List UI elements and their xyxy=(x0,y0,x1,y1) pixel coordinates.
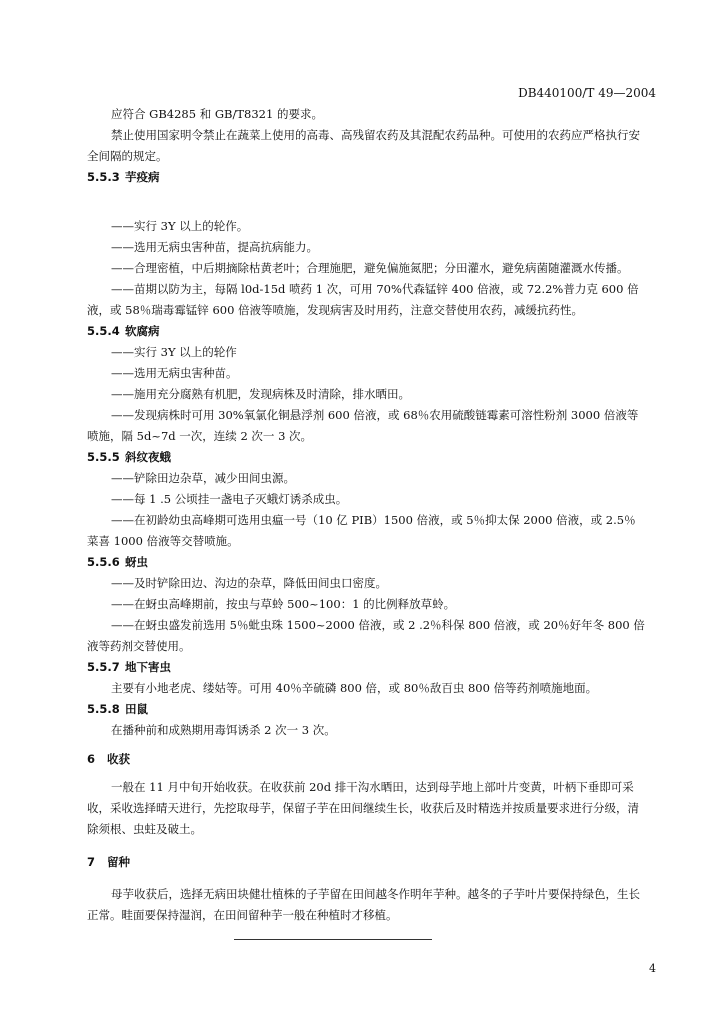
section-7-heading xyxy=(87,851,647,873)
paragraph-2: 禁止使用国家明令禁止在蔬菜上使用的高毒、高残留农药及其混配农药品种。可使用的农药应严格执行安全间隔的规定。 xyxy=(87,128,640,163)
section-6-heading xyxy=(87,748,647,770)
section-number: 5.5.6 xyxy=(87,555,120,569)
section-title: 留种 xyxy=(107,855,130,869)
section-5-5-5-heading xyxy=(87,447,647,468)
section-number: 5.5.3 xyxy=(87,170,120,184)
document-code: DB440100/T 49—2004 xyxy=(518,86,656,100)
spacer xyxy=(87,741,647,748)
paragraph-1: 应符合 GB4285 和 GB/T8321 的要求。 xyxy=(111,107,323,121)
paragraph-7: ——实行 3Y 以上的轮作 xyxy=(111,345,237,359)
section-5-5-6-heading xyxy=(87,552,647,573)
paragraph-13: ——在初龄幼虫高峰期可选用虫瘟一号（10 亿 PIB）1500 倍液，或 5％抑太保 2000 倍液，或 2.5％菜喜 1000 倍液等交替喷施。 xyxy=(87,513,636,548)
section-number: 5.5.4 xyxy=(87,324,120,338)
page-number: 4 xyxy=(649,962,656,975)
spacer xyxy=(87,770,647,777)
section-title: 田鼠 xyxy=(125,702,148,716)
section-title: 地下害虫 xyxy=(125,660,171,674)
paragraph-18: 在播种前和成熟期用毒饵诱杀 2 次一 3 次。 xyxy=(111,723,336,737)
section-number: 5.5.7 xyxy=(87,660,120,674)
paragraph-19: 一般在 11 月中旬开始收获。在收获前 20d 排干沟水晒田，达到母芋地上部叶片变黄，叶柄下垂即可采收，采收选择晴天进行，先挖取母芋，保留子芋在田间继续生长，收获后及时精选并按质量要求进行分级，清除须根、虫蛀及破土。 xyxy=(87,780,639,836)
spacer xyxy=(87,873,647,884)
paragraph-12: ——每 1 .5 公顷挂一盏电子灭蛾灯诱杀成虫。 xyxy=(111,492,348,506)
section-number: 6 xyxy=(87,752,96,766)
paragraph-14: ——及时铲除田边、沟边的杂草，降低田间虫口密度。 xyxy=(111,576,387,590)
section-title: 斜纹夜蛾 xyxy=(125,450,171,464)
paragraph-10: ——发现病株时可用 30%氧氯化铜悬浮剂 600 倍液，或 68％农用硫酸链霉素可溶性粉剂 3000 倍液等喷施，隔 5d~7d 一次，连续 2 次一 3 次。 xyxy=(87,408,639,443)
spacer xyxy=(87,840,647,851)
paragraph-8: ——选用无病虫害种苗。 xyxy=(111,366,238,380)
section-title: 软腐病 xyxy=(125,324,160,338)
paragraph-6: ——苗期以防为主，每隔 l0d-15d 喷药 1 次，可用 70%代森锰锌 400 倍液，或 72.2%普力克 600 倍液，或 58％瑞毒霉锰锌 600 倍液等喷施，发现病害及时用药，注意交替使用农药，减缓抗药性。 xyxy=(87,282,639,317)
section-title: 芋疫病 xyxy=(125,170,160,184)
footnote-divider xyxy=(234,939,432,940)
section-number: 7 xyxy=(87,855,96,869)
section-5-5-7-heading xyxy=(87,657,647,678)
section-5-5-3-heading xyxy=(87,167,647,188)
section-title: 收获 xyxy=(107,752,130,766)
paragraph-17: 主要有小地老虎、缕姑等。可用 40％辛硫磷 800 倍，或 80％敌百虫 800 倍等药剂喷施地面。 xyxy=(111,681,598,695)
paragraph-20: 母芋收获后，选择无病田块健壮植株的子芋留在田间越冬作明年芋种。越冬的子芋叶片要保持绿色，生长正常。畦面要保持湿润，在田间留种芋一般在种植时才移植。 xyxy=(87,887,640,922)
paragraph-5: ——合理密植，中后期摘除枯黄老叶；合理施肥，避免偏施氮肥；分田灌水，避免病菌随灌溉水传播。 xyxy=(111,261,629,275)
document-body xyxy=(87,104,647,926)
section-title: 蚜虫 xyxy=(125,555,148,569)
section-5-5-4-heading xyxy=(87,321,647,342)
section-5-5-8-heading xyxy=(87,699,647,720)
section-number: 5.5.5 xyxy=(87,450,120,464)
section-number: 5.5.8 xyxy=(87,702,120,716)
paragraph-15: ——在蚜虫高峰期前，按虫与草蛉 500~100：1 的比例释放草蛉。 xyxy=(111,597,456,611)
spacer xyxy=(87,188,647,216)
paragraph-3: ——实行 3Y 以上的轮作。 xyxy=(111,219,249,233)
paragraph-9: ——施用充分腐熟有机肥，发现病株及时清除，排水晒田。 xyxy=(111,387,410,401)
paragraph-16: ——在蚜虫盛发前选用 5％蚍虫珠 1500~2000 倍液，或 2 .2％科保 800 倍液，或 20％好年冬 800 倍液等药剂交替使用。 xyxy=(87,618,645,653)
paragraph-4: ——选用无病虫害种苗，提高抗病能力。 xyxy=(111,240,318,254)
paragraph-11: ——铲除田边杂草，减少田间虫源。 xyxy=(111,471,295,485)
